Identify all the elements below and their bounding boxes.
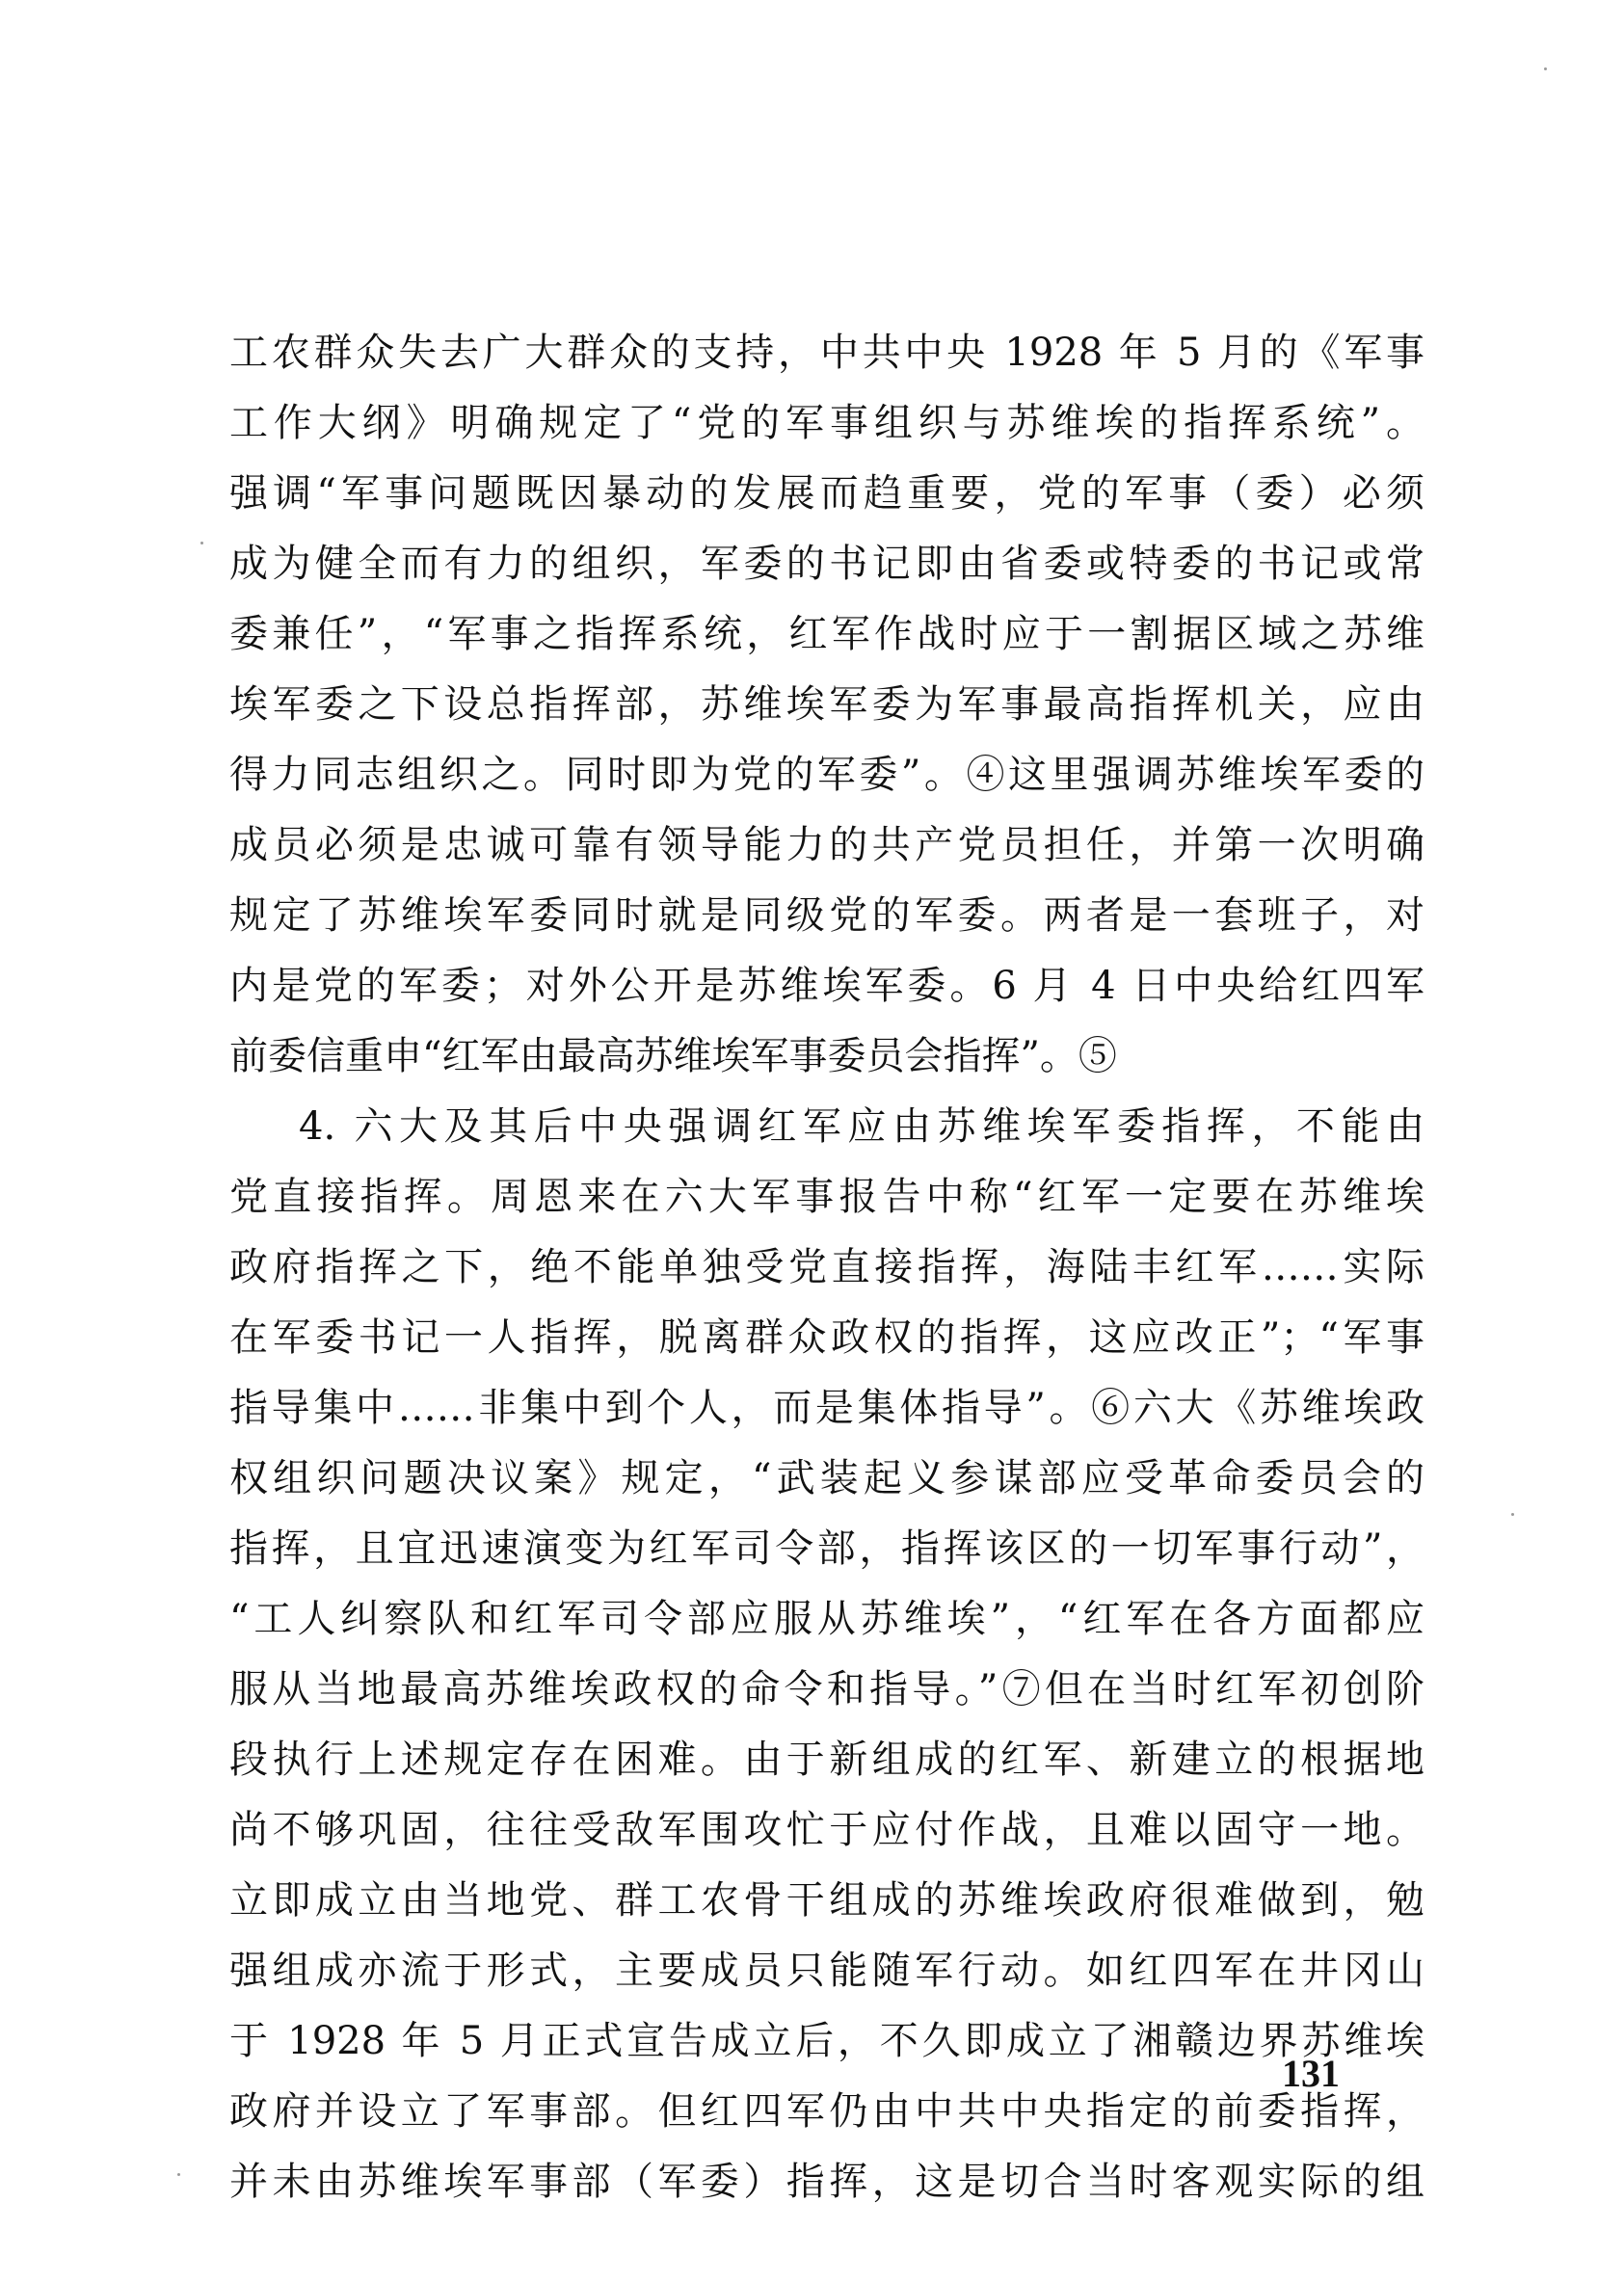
text-line: 在军委书记一人指挥，脱离群众政权的指挥，这应改正”；“军事 [229,1315,1424,1360]
text-line: 权组织问题决议案》规定，“武装起义参谋部应受革命委员会的 [229,1456,1424,1500]
scan-speck [1511,1513,1514,1516]
text-line: 成员必须是忠诚可靠有领导能力的共产党员担任，并第一次明确 [229,823,1424,867]
text-line: 党直接指挥。周恩来在六大军事报告中称“红军一定要在苏维埃 [229,1175,1424,1219]
page-number: 131 [1282,2052,1340,2095]
text-line: 得力同志组织之。同时即为党的军委”。④这里强调苏维埃军委的 [229,753,1424,797]
scan-speck [177,2173,180,2176]
text-line: 委兼任”，“军事之指挥系统，红军作战时应于一割据区域之苏维 [229,612,1424,656]
text-line: 规定了苏维埃军委同时就是同级党的军委。两者是一套班子，对 [229,893,1424,938]
text-line: 立即成立由当地党、群工农骨干组成的苏维埃政府很难做到，勉 [229,1878,1424,1923]
text-line: 于 1928 年 5 月正式宣告成立后，不久即成立了湘赣边界苏维埃 [229,2019,1424,2063]
text-line: 政府并设立了军事部。但红四军仍由中共中央指定的前委指挥， [229,2089,1424,2134]
text-line: 并未由苏维埃军事部（军委）指挥，这是切合当时客观实际的组 [229,2160,1424,2204]
text-line: 政府指挥之下，绝不能单独受党直接指挥，海陆丰红军……实际 [229,1245,1424,1289]
scan-speck [1544,67,1547,70]
body-text [229,318,1424,2217]
scan-speck [200,542,203,544]
text-line: 指导集中……非集中到个人，而是集体指导”。⑥六大《苏维埃政 [229,1386,1424,1430]
text-line: 强组成亦流于形式，主要成员只能随军行动。如红四军在井冈山 [229,1949,1424,1993]
text-line: 工作大纲》明确规定了“党的军事组织与苏维埃的指挥系统”。 [229,401,1424,445]
text-line: 段执行上述规定存在困难。由于新组成的红军、新建立的根据地 [229,1738,1424,1782]
text-line: 4. 六大及其后中央强调红军应由苏维埃军委指挥，不能由 [299,1104,1424,1149]
text-line: 强调“军事问题既因暴动的发展而趋重要，党的军事（委）必须 [229,471,1424,516]
text-line: “工人纠察队和红军司令部应服从苏维埃”，“红军在各方面都应 [229,1597,1424,1641]
text-line: 尚不够巩固，往往受敌军围攻忙于应付作战，且难以固守一地。 [229,1808,1424,1852]
text-line: 埃军委之下设总指挥部，苏维埃军委为军事最高指挥机关，应由 [229,682,1424,727]
text-line: 指挥，且宜迅速演变为红军司令部，指挥该区的一切军事行动”， [229,1526,1424,1571]
text-line: 成为健全而有力的组织，军委的书记即由省委或特委的书记或常 [229,542,1424,586]
text-line: 前委信重申“红军由最高苏维埃军事委员会指挥”。⑤ [229,1034,1117,1078]
text-line: 内是党的军委；对外公开是苏维埃军委。6 月 4 日中央给红四军 [229,964,1424,1008]
text-line: 工农群众失去广大群众的支持，中共中央 1928 年 5 月的《军事 [229,331,1424,375]
text-line: 服从当地最高苏维埃政权的命令和指导。”⑦但在当时红军初创阶 [229,1667,1424,1712]
